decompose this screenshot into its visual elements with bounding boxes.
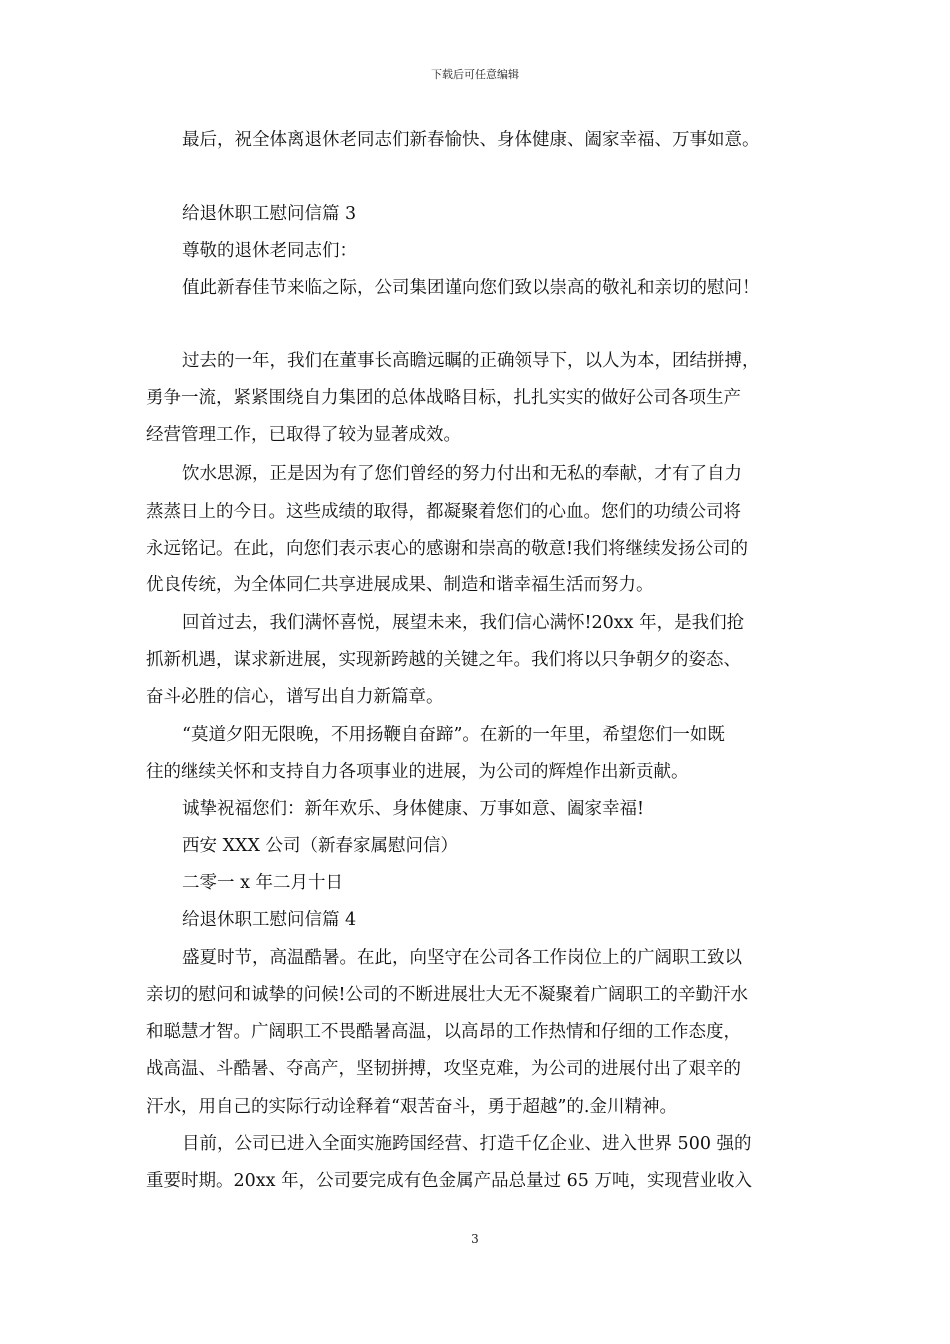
body-line: 汗水，用自己的实际行动诠释着“艰苦奋斗，勇于超越”的.金川精神。 (146, 1097, 677, 1117)
closing-wish-line: 最后，祝全体离退休老同志们新春愉快、身体健康、阖家幸福、万事如意。 (182, 130, 760, 150)
body-line: 重要时期。20xx 年，公司要完成有色金属产品总量过 65 万吨，实现营业收入 (146, 1171, 752, 1191)
body-line: 经营管理工作，已取得了较为显著成效。 (146, 425, 461, 445)
page-header: 下载后可任意编辑 (431, 68, 519, 81)
salutation: 尊敬的退休老同志们： (182, 241, 357, 261)
body-line: 目前，公司已进入全面实施跨国经营、打造千亿企业、进入世界 500 强的 (182, 1134, 752, 1154)
body-line: 抓新机遇，谋求新进展，实现新跨越的关键之年。我们将以只争朝夕的姿态、 (146, 650, 741, 670)
body-line: 优良传统，为全体同仁共享进展成果、制造和谐幸福生活而努力。 (146, 575, 654, 595)
body-line: 奋斗必胜的信心，谱写出自力新篇章。 (146, 687, 444, 707)
body-line: 永远铭记。在此，向您们表示衷心的感谢和崇高的敬意!我们将继续发扬公司的 (146, 539, 749, 559)
body-line: 回首过去，我们满怀喜悦，展望未来，我们信心满怀!20xx 年，是我们抢 (182, 613, 745, 633)
body-line: 蒸蒸日上的今日。这些成绩的取得，都凝聚着您们的心血。您们的功绩公司将 (146, 502, 741, 522)
section-title-3: 给退休职工慰问信篇 3 (182, 204, 357, 224)
body-line: 和聪慧才智。广阔职工不畏酷暑高温，以高昂的工作热情和仔细的工作态度， (146, 1022, 741, 1042)
body-line: 勇争一流，紧紧围绕自力集团的总体战略目标，扎扎实实的做好公司各项生产 (146, 388, 741, 408)
signature-company: 西安 XXX 公司（新春家属慰问信） (182, 836, 458, 856)
body-line: 亲切的慰问和诚挚的问候!公司的不断进展壮大无不凝聚着广阔职工的辛勤汗水 (146, 985, 749, 1005)
body-line: 往的继续关怀和支持自力各项事业的进展，为公司的辉煌作出新贡献。 (146, 762, 689, 782)
section-title-4: 给退休职工慰问信篇 4 (182, 910, 357, 930)
body-line: 盛夏时节，高温酷暑。在此，向坚守在公司各工作岗位上的广阔职工致以 (182, 948, 742, 968)
blessing-line: 诚挚祝福您们：新年欢乐、身体健康、万事如意、阖家幸福! (182, 799, 645, 819)
body-line: 饮水思源，正是因为有了您们曾经的努力付出和无私的奉献，才有了自力 (182, 464, 742, 484)
greeting-line: 值此新春佳节来临之际，公司集团谨向您们致以崇高的敬礼和亲切的慰问！ (182, 278, 760, 298)
body-line: 过去的一年，我们在董事长高瞻远瞩的正确领导下，以人为本，团结拼搏， (182, 351, 760, 371)
body-line: 战高温、斗酷暑、夺高产，坚韧拼搏，攻坚克难，为公司的进展付出了艰辛的 (146, 1059, 741, 1079)
signature-date: 二零一 x 年二月十日 (182, 873, 343, 893)
page-number: 3 (471, 1232, 479, 1246)
body-line: “莫道夕阳无限晚，不用扬鞭自奋蹄”。在新的一年里，希望您们一如既 (182, 725, 725, 745)
